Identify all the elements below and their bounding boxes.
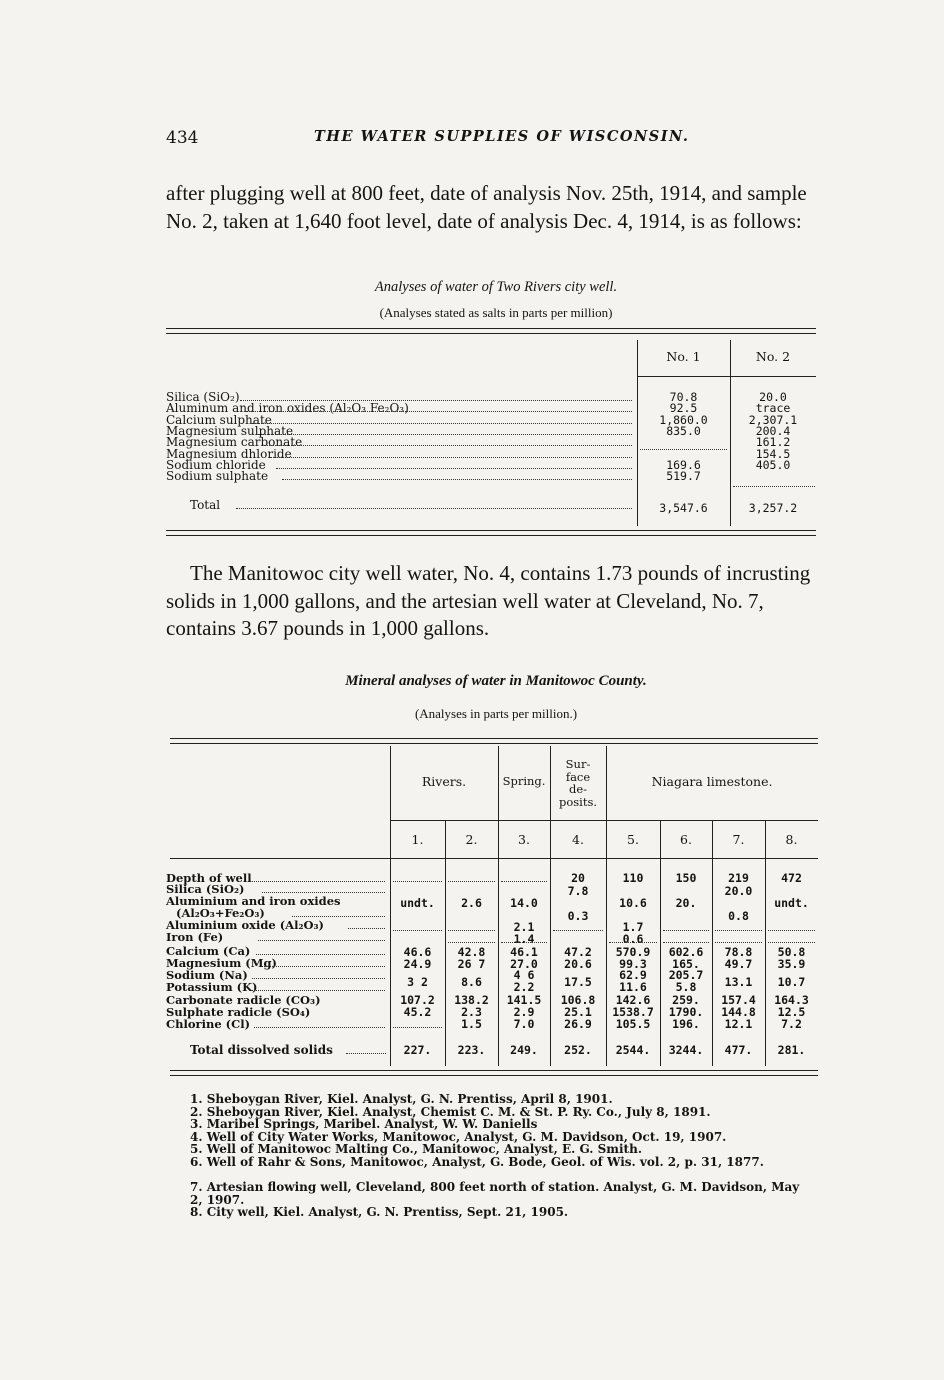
table2-cell: 477.	[724, 1043, 753, 1057]
table2-cell: 25.1	[564, 1005, 592, 1019]
table2-cell: 219	[728, 871, 749, 885]
page-header-title: THE WATER SUPPLIES OF WISCONSIN.	[314, 128, 690, 145]
table2-cell: 8.6	[461, 975, 482, 989]
table2-cell: 0.8	[728, 909, 749, 923]
table2-cell: 47.2	[564, 945, 592, 959]
leader-dots	[236, 508, 632, 509]
leader-dots	[448, 881, 495, 882]
table2-row-label: (Al₂O₃+Fe₂O₃)	[176, 906, 265, 920]
table1-cell-no1: 70.8	[669, 390, 698, 404]
rule	[166, 535, 816, 536]
table2-cell: 141.5	[506, 993, 542, 1007]
leader-dots	[292, 916, 385, 917]
table2-cell: 26.9	[564, 1017, 592, 1031]
group-niagara-limestone: Niagara limestone.	[651, 774, 773, 789]
header-line: Sur-	[565, 757, 591, 771]
leader-dots	[501, 881, 547, 882]
paragraph-manitowoc: The Manitowoc city well water, No. 4, contains 1.73 pounds of incrusting solids in 1,000 gallons, and the artesian well water at Cleveland, No. 7, contains 3.67 pounds in 1,000 gallons.	[166, 561, 811, 640]
table2-cell: 205.7	[668, 968, 704, 982]
table2-cell: 165.	[672, 957, 700, 971]
table1-row-label: Magnesium sulphate	[166, 423, 294, 438]
leader-dots	[252, 423, 632, 424]
table2-cell: 3 2	[407, 975, 428, 989]
table2-cell: 223.	[457, 1043, 486, 1057]
footnote: 6. Well of Rahr & Sons, Manitowoc, Analyst, G. Bode, Geol. of Wis. vol. 2, p. 31, 1877.	[190, 1155, 764, 1169]
leader-dots	[393, 1027, 442, 1028]
leader-dots	[733, 486, 815, 487]
table2-cell: 20.6	[564, 957, 592, 971]
leader-dots	[256, 954, 385, 955]
leader-dots	[768, 942, 815, 943]
col-number: 4.	[572, 832, 584, 847]
table2-cell: 157.4	[721, 993, 756, 1007]
leader-dots	[501, 942, 547, 943]
table2-cell: 24.9	[403, 957, 432, 971]
leader-dots	[393, 930, 442, 931]
table2-row-label: Potassium (K)	[166, 980, 258, 994]
table1-cell-no2: 2,307.1	[748, 412, 798, 427]
table2-row-label: Calcium (Ca)	[166, 944, 251, 958]
table2-cell: 2.9	[513, 1005, 535, 1019]
footnote: 7. Artesian flowing well, Cleveland, 800 feet north of station. Analyst, G. M. Davidson, May 2, 1907.	[190, 1180, 800, 1207]
leader-dots	[258, 434, 632, 435]
table2-cell: 2.1	[513, 920, 535, 934]
leader-dots	[768, 930, 815, 931]
col-number: 2.	[465, 832, 478, 847]
leader-dots	[609, 942, 657, 943]
leader-dots	[252, 990, 385, 991]
rule	[166, 328, 816, 329]
table1-cell-no1: 1,860.0	[659, 412, 708, 427]
rule	[166, 530, 816, 531]
rule	[170, 738, 818, 739]
leader-dots	[264, 445, 632, 446]
rule	[170, 1075, 818, 1076]
leader-dots	[553, 930, 603, 931]
table2-row-label: Aluminium oxide (Al₂O₃)	[166, 918, 324, 932]
table2-row-label: Magnesium (Mg)	[166, 956, 277, 970]
table2-row-label: Depth of well	[166, 871, 252, 885]
col-number: 8.	[785, 832, 798, 847]
table2-cell: 50.8	[777, 945, 806, 959]
rule	[170, 743, 818, 744]
table1-cell-no1: 519.7	[666, 469, 701, 484]
table1-cell-no2: trace	[755, 401, 791, 416]
rule	[390, 820, 818, 821]
table2-cell: 2.2	[513, 980, 535, 994]
rule	[170, 1070, 818, 1071]
leader-dots	[640, 449, 727, 450]
table2-cell: 110	[622, 871, 644, 885]
header-line: de-	[568, 782, 588, 796]
leader-dots	[248, 881, 385, 882]
table2-cell: 12.5	[777, 1005, 806, 1019]
table2-row-label: Sulphate radicle (SO₄)	[166, 1005, 311, 1019]
paragraph-intro: after plugging well at 800 feet, date of analysis Nov. 25th, 1914, and sample No. 2, taken at 1,640 foot level, date of analysis Dec. 4, 1914, is as follows:	[166, 181, 807, 233]
table2-cell: 10.6	[619, 896, 647, 910]
table1-row-label: Calcium sulphate	[166, 412, 272, 427]
table1-col-no2: No. 2	[755, 349, 791, 364]
leader-dots	[448, 942, 495, 943]
col-number: 7.	[732, 832, 745, 847]
table2-cell: 5.8	[675, 980, 697, 994]
leader-dots	[270, 457, 632, 458]
table1-row-label: Aluminum and iron oxides (Al₂O₃ Fe₂O₃)	[166, 401, 409, 416]
table1-cell-no1: 92.5	[669, 401, 698, 416]
table1-total-label: Total	[190, 498, 221, 512]
table2-cell: 138.2	[454, 993, 489, 1007]
table2-cell: 12.1	[724, 1017, 753, 1031]
table2-cell: 1538.7	[612, 1005, 654, 1019]
table2-cell: 1.5	[461, 1017, 482, 1031]
table2-cell: 1.4	[513, 932, 535, 946]
table2-cell: 0.3	[567, 909, 589, 923]
table2-cell: 46.1	[510, 945, 538, 959]
table2-cell: 106.8	[560, 993, 596, 1007]
col-number: 5.	[627, 832, 639, 847]
group-surface-deposits	[550, 758, 606, 808]
table2-cell: 472	[781, 871, 802, 885]
table2-cell: 281.	[777, 1043, 806, 1057]
table2-cell: 142.6	[615, 993, 651, 1007]
table2-cell: 105.5	[615, 1017, 651, 1031]
table1-total-no2: 3,257.2	[748, 501, 798, 515]
table2-cell: 20.	[675, 896, 697, 910]
col-number: 6.	[680, 832, 692, 847]
table1-cell-no2: 161.2	[755, 435, 791, 450]
group-rivers: Rivers.	[421, 774, 467, 789]
table2-cell: 7.2	[781, 1017, 802, 1031]
table2-cell: 259.	[672, 993, 700, 1007]
table2-cell: 7.0	[513, 1017, 535, 1031]
table1-row-label: Silica (SiO₂)	[166, 390, 240, 404]
table1-row-label: Magnesium dhloride	[166, 446, 292, 461]
leader-dots	[663, 930, 709, 931]
table2-cell: 252.	[564, 1043, 592, 1057]
table2-cell: undt.	[774, 896, 809, 910]
table1-cell-no2: 154.5	[755, 446, 791, 461]
leader-dots	[282, 479, 632, 480]
table2-cell: 570.9	[615, 945, 651, 959]
table2-cell: 144.8	[721, 1005, 756, 1019]
table2-cell: 42.8	[457, 945, 486, 959]
table2-cell: 20.0	[724, 884, 753, 898]
table2-cell: 49.7	[724, 957, 753, 971]
table1-cell-no1: 169.6	[666, 457, 701, 472]
leader-dots	[254, 1027, 385, 1028]
table2-cell: 99.3	[619, 957, 647, 971]
table2-cell: 62.9	[619, 968, 647, 982]
leader-dots	[715, 930, 762, 931]
table2-cell: 2.3	[461, 1005, 482, 1019]
table2-cell: 46.6	[403, 945, 432, 959]
footnote: 5. Well of Manitowoc Malting Co., Manitowoc, Analyst, E. G. Smith.	[190, 1142, 642, 1157]
col-number: 1.	[411, 832, 424, 847]
leader-dots	[448, 930, 495, 931]
table2-cell: 196.	[672, 1017, 700, 1031]
footnote: 2. Sheboygan River, Kiel. Analyst, Chemist C. M. & St. P. Ry. Co., July 8, 1891.	[190, 1104, 711, 1119]
table1-row-label: Magnesium carbonate	[166, 435, 303, 450]
table2-cell: 14.0	[510, 896, 538, 910]
table2-row-label: Chlorine (Cl)	[166, 1017, 251, 1031]
table2-row-label: Silica (SiO₂)	[166, 882, 245, 896]
table2-cell: 1.7	[622, 920, 644, 934]
table2-cell: 164.3	[774, 993, 809, 1007]
table1-col-no1: No. 1	[666, 349, 701, 364]
leader-dots	[346, 1053, 386, 1054]
table2-cell: 2.6	[461, 896, 482, 910]
table2-row-label: Aluminium and iron oxides	[166, 894, 341, 908]
table1-subcaption: (Analyses stated as salts in parts per million)	[379, 305, 613, 320]
table2-cell: 13.1	[724, 975, 753, 989]
table2-cell: 107.2	[400, 993, 435, 1007]
leader-dots	[348, 928, 385, 929]
header-line: face	[565, 769, 591, 784]
table1-cell-no2: 405.0	[755, 457, 791, 472]
table2-cell: 20	[571, 871, 585, 885]
leader-dots	[262, 892, 385, 893]
leader-dots	[276, 468, 632, 469]
footnote: 3. Maribel Springs, Maribel. Analyst, W. W. Daniells	[190, 1117, 538, 1132]
page-number: 434	[166, 128, 199, 148]
table2-cell: 7.8	[567, 884, 589, 898]
table2-cell: 10.7	[777, 975, 806, 989]
leader-dots	[393, 881, 442, 882]
table2-cell: 227.	[403, 1043, 432, 1057]
table2-cell: 35.9	[777, 957, 806, 971]
header-line: posits.	[558, 794, 598, 809]
rule	[166, 333, 816, 334]
leader-dots	[246, 411, 632, 412]
table2-subcaption: (Analyses in parts per million.)	[414, 706, 578, 721]
table2-cell: 2544.	[615, 1043, 651, 1057]
table2-cell: 150	[675, 871, 697, 885]
leader-dots	[258, 940, 385, 941]
table1-row-label: Sodium chloride	[166, 457, 266, 472]
table2-cell: 17.5	[564, 975, 592, 989]
leader-dots	[252, 978, 385, 979]
table2-cell: 1790.	[668, 1005, 704, 1019]
footnote: 1. Sheboygan River, Kiel. Analyst, G. N. Prentiss, April 8, 1901.	[190, 1092, 613, 1106]
table1-cell-no2: 200.4	[755, 423, 791, 438]
rule	[170, 858, 818, 859]
leader-dots	[715, 942, 762, 943]
footnote: 8. City well, Kiel. Analyst, G. N. Prentiss, Sept. 21, 1905.	[190, 1205, 569, 1219]
table2-cell: 602.6	[668, 945, 704, 959]
rule	[637, 376, 816, 377]
col-number: 3.	[518, 832, 530, 847]
table2-cell: 78.8	[724, 945, 753, 959]
table2-cell: 26 7	[457, 957, 486, 971]
table2-row-label: Sodium (Na)	[166, 968, 248, 982]
group-spring: Spring.	[502, 774, 546, 788]
table2-row-label: Iron (Fe)	[166, 930, 224, 944]
table2-cell: undt.	[400, 896, 435, 910]
leader-dots	[663, 942, 709, 943]
table2-cell: 27.0	[510, 957, 538, 971]
table1-caption: Analyses of water of Two Rivers city well.	[374, 279, 618, 295]
table2-cell: 3244.	[668, 1043, 704, 1057]
table2-total-label: Total dissolved solids	[190, 1043, 333, 1057]
table2-cell: 0.6	[622, 932, 644, 946]
table2-row-label: Carbonate radicle (CO₃)	[166, 993, 321, 1007]
table1-total-no1: 3,547.6	[659, 501, 708, 515]
table1-cell-no2: 20.0	[759, 390, 787, 404]
footnote: 4. Well of City Water Works, Manitowoc, Analyst, G. M. Davidson, Oct. 19, 1907.	[190, 1129, 727, 1144]
table2-cell: 45.2	[403, 1005, 432, 1019]
table2-cell: 249.	[510, 1043, 538, 1057]
table1-cell-no1: 835.0	[666, 423, 701, 438]
leader-dots	[262, 966, 385, 967]
table2-cell: 11.6	[619, 980, 647, 994]
table2-caption: Mineral analyses of water in Manitowoc County.	[345, 673, 647, 689]
table2-cell: 4 6	[513, 968, 535, 982]
table1-row-label: Sodium sulphate	[166, 469, 269, 484]
